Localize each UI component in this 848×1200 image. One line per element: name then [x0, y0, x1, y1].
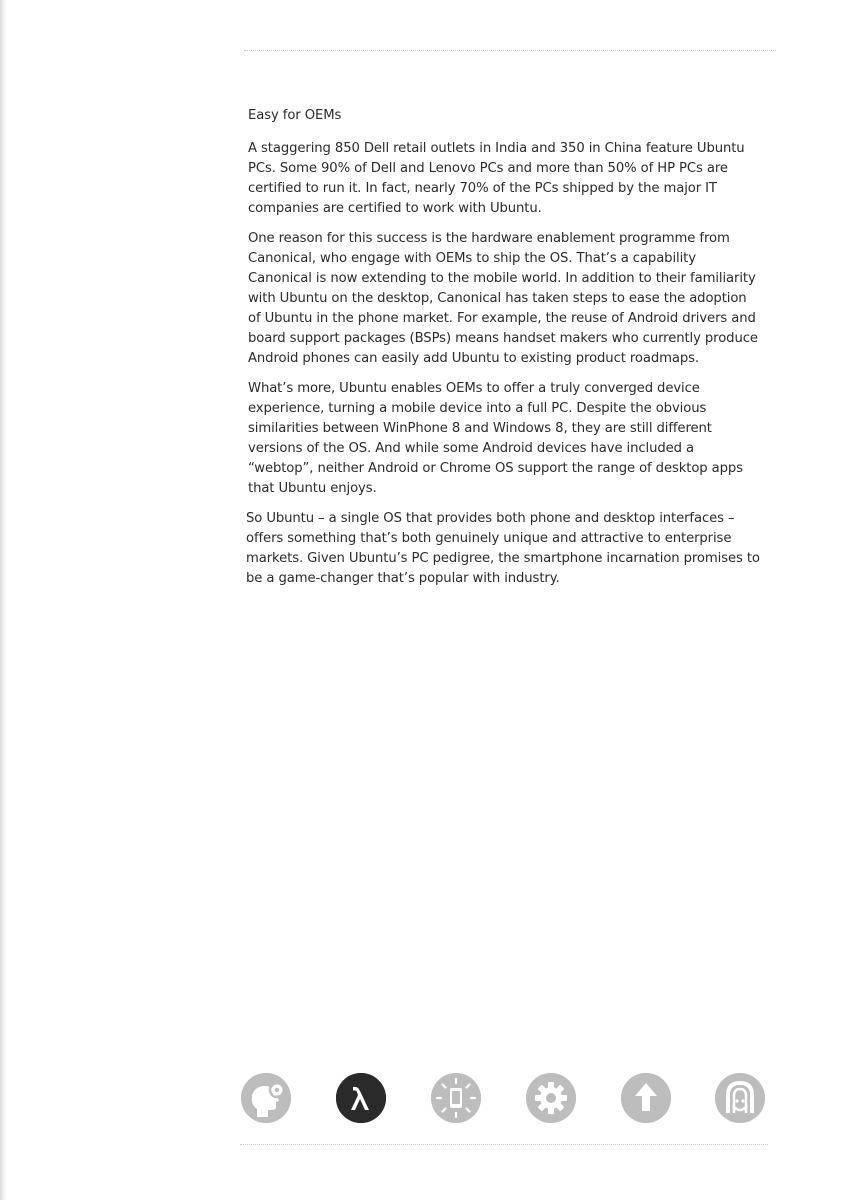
page-edge-shadow	[0, 0, 7, 1200]
gear-icon	[526, 1073, 576, 1123]
paragraph-3: What’s more, Ubuntu enables OEMs to offer a truly converged device experience, turning a mobile device into a full PC. Despite the obvious similarities between WinPhone 8 and Windows 8, they are still different versions of the OS. And while some Android devices have included a “webtop”, neither Android or Chrome OS support the range of desktop apps that Ubuntu enjoys.	[248, 381, 743, 496]
bottom-dotted-rule	[240, 1144, 768, 1145]
top-dotted-rule	[244, 50, 776, 51]
paragraph-1: A staggering 850 Dell retail outlets in India and 350 in China feature Ubuntu PCs. Some 90% of Dell and Lenovo PCs and more than 50% of HP PCs are certified to run it. In fact, nearly 70% of the PCs shipped by the major IT companies are certified to work with Ubuntu.	[248, 141, 745, 216]
paragraph-2: One reason for this success is the hardware enablement programme from Canonical, who engage with OEMs to ship the OS. That’s a capability Canonical is now extending to the mobile world. In addition to their familiarity with Ubuntu on the desktop, Canonical has taken steps to ease the adoption of Ubuntu in the phone market. For example, the reuse of Android drivers and board support packages (BSPs) means handset makers who currently produce Android phones can easily add Ubuntu to existing product roadmaps.	[248, 231, 758, 366]
phone-light-icon	[431, 1073, 481, 1123]
section-heading: Easy for OEMs	[248, 108, 342, 123]
arrow-up-icon	[621, 1073, 671, 1123]
lambda-icon	[336, 1073, 386, 1123]
paragraph-4: So Ubuntu – a single OS that provides both phone and desktop interfaces – offers something that’s both genuinely unique and attractive to enterprise markets. Given Ubuntu’s PC pedigree, the smartphone incarnation promises to be a game-changer that’s popular with industry.	[246, 511, 760, 586]
footer-icon-row	[241, 1073, 765, 1125]
head-profile-icon	[241, 1073, 291, 1123]
person-loop-icon	[715, 1073, 765, 1123]
article-body	[248, 106, 760, 599]
